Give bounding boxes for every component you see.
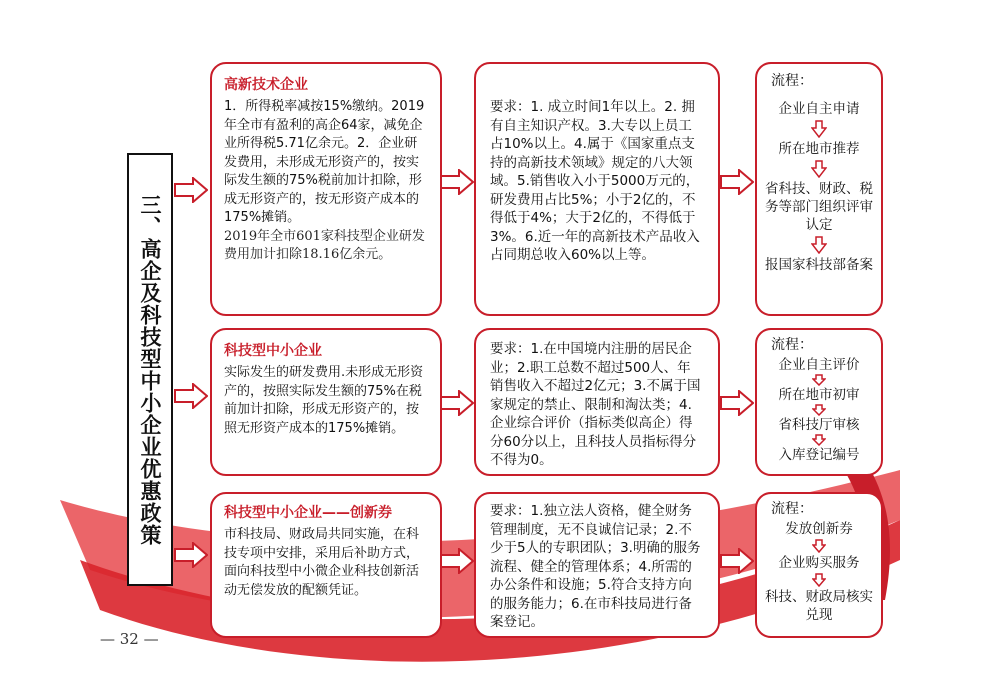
policy-title: 科技型中小企业——创新券 [224,505,392,521]
process-label: 流程： [771,73,813,89]
arrow-down-icon [812,404,826,416]
process-step: 发放创新券 [785,521,853,537]
arrow-right-icon [440,169,474,195]
process-box-innovation-voucher [755,492,883,638]
process-step: 省科技厅审核 [778,417,860,433]
process-step: 企业购买服务 [778,555,860,571]
policy-title: 科技型中小企业 [224,343,322,359]
arrow-down-icon [812,539,826,553]
policy-box-sme [210,328,442,476]
arrow-right-icon [174,383,208,409]
process-step: 企业自主评价 [778,357,860,373]
page-number: — 32 — [100,630,159,648]
process-box-sme [755,328,883,476]
policy-body: 市科技局、财政局共同实施，在科技专项中安排，采用后补助方式，面向科技型中小微企业科技创新活动无偿发放的配额凭证。 [224,527,420,598]
arrow-right-icon [174,542,208,568]
arrow-right-icon [440,548,474,574]
process-label: 流程： [771,337,813,353]
process-step: 企业自主申请 [778,101,860,117]
policy-body: 1．所得税率减按15%缴纳。2019年全市有盈利的高企64家，减免企业所得税5.71亿余元。2．企业研发费用，未形成无形资产的，按实际发生额的75%税前加计扣除，形成无形资产的，按无形资产成本的175%摊销。 [224,99,425,225]
arrow-down-icon [811,236,827,254]
arrow-right-icon [720,169,754,195]
process-step: 科技、财政局核实兑现 [765,589,873,623]
arrow-down-icon [812,374,826,386]
arrow-down-icon [811,160,827,178]
process-step: 报国家科技部备案 [765,257,873,273]
section-title: 三、高企及科技型中小企业优惠政策 [138,193,162,546]
process-step: 省科技、财政、税务等部门组织评审认定 [765,181,873,233]
requirements-box-innovation-voucher [474,492,720,638]
process-step: 入库登记编号 [778,447,860,463]
arrow-down-icon [811,120,827,138]
policy-box-high-tech [210,62,442,316]
policy-body: 实际发生的研发费用.未形成无形资产的，按照实际发生额的75%在税前加计扣除，形成无形资产的，按照无形资产成本的175%摊销。 [224,365,424,436]
arrow-down-icon [812,573,826,587]
process-box-high-tech [755,62,883,316]
arrow-right-icon [174,177,208,203]
arrow-down-icon [812,434,826,446]
requirements-text: 要求：1.独立法人资格，健全财务管理制度，无不良诚信记录；2.不少于5人的专职团队；3.明确的服务流程、健全的管理体系；4.所需的办公条件和设施；5.符合支持方向的服务能力；6.在市科技局进行备案登记。 [490,503,701,630]
policy-title: 高新技术企业 [224,77,308,93]
policy-box-innovation-voucher [210,492,442,638]
arrow-right-icon [720,548,754,574]
arrow-right-icon [720,390,754,416]
process-step: 所在地市推荐 [778,141,860,157]
policy-note: 2019年全市601家科技型企业研发费用加计扣除18.16亿余元。 [224,228,425,262]
requirements-box-high-tech [474,62,720,316]
process-step: 所在地市初审 [778,387,860,403]
section-title-bar [127,153,173,586]
process-label: 流程： [771,501,813,517]
requirements-box-sme [474,328,720,476]
requirements-text: 要求：1.在中国境内注册的居民企业；2.职工总数不超过500人、年销售收入不超过2亿元；3.不属于国家规定的禁止、限制和淘汰类；4.企业综合评价（指标类似高企）得分60分以上，且科技人员指标得分不得为0。 [490,341,701,468]
arrow-right-icon [440,390,474,416]
requirements-text: 要求：1. 成立时间1年以上。2. 拥有自主知识产权。3.大专以上员工占10%以上。4.属于《国家重点支持的高新技术领域》规定的八大领域。5.销售收入小于5000万元的，研发费用占比5%；小于2亿的，不得低于4%；大于2亿的，不得低于3%。6.近一年的高新技术产品收入占同期总收入60%以上等。 [490,99,700,263]
